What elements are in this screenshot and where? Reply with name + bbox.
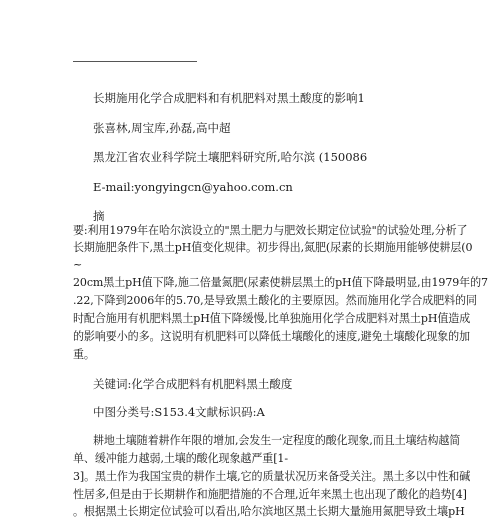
abstract-line: 要:利用1979年在哈尔滨设立的"黑土肥力与肥效长期定位试验"的试验处理,分析了 — [73, 224, 468, 237]
paper-email: E-mail:yongyingcn@yahoo.com.cn — [93, 180, 293, 194]
classification: 中图分类号:S153.4文献标识码:A — [93, 405, 265, 419]
abstract-line: 20cm黑土pH值下降,施二倍量氮肥(尿素使耕层黑土的pH值下降最明显,由1979年的7 — [73, 276, 488, 289]
abstract-line: 时配合施用有机肥料黑土pH值下降缓慢,比单独施用化学合成肥料对黑土pH值造成 — [73, 312, 471, 325]
abstract-line: .22,下降到2006年的5.70,是导致黑土酸化的主要原因。然而施用化学合成肥料的同 — [73, 294, 477, 307]
body-line: 3]。黑土作为我国宝贵的耕作土壤,它的质量状况历来备受关注。黑土多以中性和碱 — [73, 470, 471, 483]
abstract-line: 的影响要小的多。这说明有机肥料可以降低土壤酸化的速度,避免土壤酸化现象的加 — [73, 330, 470, 343]
body-line: 耕地土壤随着耕作年限的增加,会发生一定程度的酸化现象,而且土壤结构越简 — [93, 434, 461, 447]
paper-authors: 张喜林,周宝库,孙磊,高中超 — [93, 121, 231, 135]
abstract-line: ~ — [73, 258, 83, 271]
paper-title: 长期施用化学合成肥料和有机肥料对黑土酸度的影响1 — [93, 91, 365, 105]
abstract-line: 重。 — [73, 348, 95, 361]
header-rule — [73, 61, 197, 62]
keywords: 关键词:化学合成肥料有机肥料黑土酸度 — [93, 377, 293, 391]
abstract-heading: 摘 — [93, 209, 105, 223]
paper-affiliation: 黑龙江省农业科学院土壤肥料研究所,哈尔滨 (150086 — [93, 150, 368, 164]
body-line: 。根据黑土长期定位试验可以看出,哈尔滨地区黑土长期大量施用氮肥导致土壤pH — [73, 505, 465, 518]
body-line: 单、缓冲能力越弱,土壤的酸化现象越严重[1- — [73, 452, 288, 465]
abstract-line: 长期施肥条件下,黑土pH值变化规律。初步得出,氮肥(尿素的长期施用能够使耕层(0 — [73, 241, 473, 254]
body-line: 性居多,但是由于长期耕作和施肥措施的不合理,近年来黑土也出现了酸化的趋势[4] — [73, 488, 467, 501]
